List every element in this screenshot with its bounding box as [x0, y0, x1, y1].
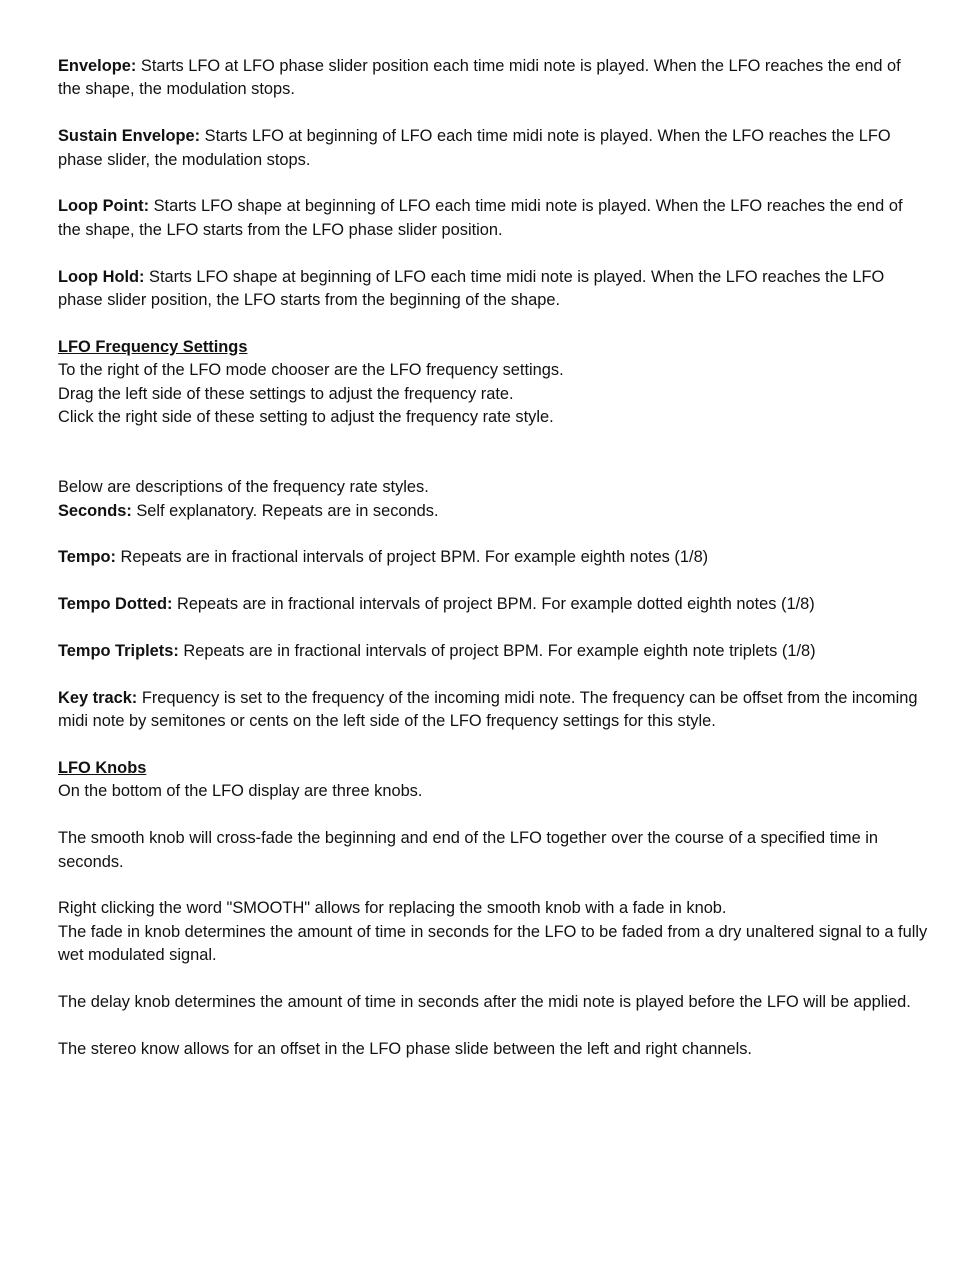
tempo-dotted-paragraph — [58, 593, 928, 616]
envelope-term: Envelope: — [58, 57, 137, 75]
frequency-settings-line: Click the right side of these setting to adjust the frequency rate style. — [58, 408, 554, 427]
envelope-paragraph — [58, 55, 928, 102]
tempo-term: Tempo: — [58, 548, 116, 567]
knobs-heading: LFO Knobs — [58, 759, 147, 778]
seconds-term: Seconds: — [58, 501, 132, 520]
fade-in-knob-paragraph: The fade in knob determines the amount of time in seconds for the LFO to be faded from a dry unaltered signal to a fully wet modulated signal. — [58, 922, 928, 965]
sustain-envelope-term: Sustain Envelope: — [58, 127, 201, 146]
frequency-settings-line: Drag the left side of these settings to adjust the frequency rate. — [58, 384, 514, 403]
right-click-paragraph: Right clicking the word "SMOOTH" allows for replacing the smooth knob with a fade in knob. — [58, 899, 727, 918]
sustain-envelope-text: Starts LFO at beginning of LFO each time midi note is played. When the LFO reaches the LFO phase slider, the modulation stops. — [58, 127, 891, 169]
rate-styles-intro: Below are descriptions of the frequency rate styles. — [58, 478, 429, 497]
tempo-dotted-text: Repeats are in fractional intervals of project BPM. For example dotted eighth notes (1/8) — [172, 595, 815, 614]
loop-point-text: Starts LFO shape at beginning of LFO each time midi note is played. When the LFO reaches the end of the shape, the LFO starts from the LFO phase slider position. — [58, 197, 903, 239]
stereo-knob-paragraph: The stereo know allows for an offset in the LFO phase slide between the left and right channels. — [58, 1039, 752, 1058]
sustain-envelope-paragraph — [58, 125, 928, 172]
seconds-text: Self explanatory. Repeats are in seconds. — [131, 501, 439, 520]
seconds-paragraph — [58, 500, 928, 523]
loop-hold-term: Loop Hold: — [58, 267, 145, 286]
frequency-settings-heading: LFO Frequency Settings — [58, 337, 248, 356]
tempo-dotted-term: Tempo Dotted: — [58, 595, 173, 614]
tempo-text: Repeats are in fractional intervals of project BPM. For example eighth notes (1/8) — [115, 548, 709, 567]
loop-point-term: Loop Point: — [58, 197, 150, 216]
loop-hold-paragraph — [58, 266, 928, 313]
key-track-text: Frequency is set to the frequency of the incoming midi note. The frequency can be offset from the incoming midi note by semitones or cents on the left side of the LFO frequency settings for this style. — [58, 688, 918, 731]
knobs-intro: On the bottom of the LFO display are three knobs. — [58, 782, 423, 801]
envelope-text: Starts LFO at LFO phase slider position each time midi note is played. When the LFO reaches the end of the shape, the modulation stops. — [58, 57, 901, 99]
tempo-paragraph — [58, 546, 928, 569]
delay-knob-paragraph: The delay knob determines the amount of time in seconds after the midi note is played before the LFO will be applied. — [58, 993, 911, 1012]
tempo-triplets-paragraph — [58, 640, 928, 663]
frequency-settings-line: To the right of the LFO mode chooser are the LFO frequency settings. — [58, 361, 564, 380]
loop-hold-text: Starts LFO shape at beginning of LFO each time midi note is played. When the LFO reaches the LFO phase slider position, the LFO starts from the beginning of the shape. — [58, 267, 885, 310]
tempo-triplets-term: Tempo Triplets: — [58, 642, 179, 661]
key-track-term: Key track: — [58, 688, 138, 707]
smooth-knob-paragraph: The smooth knob will cross-fade the beginning and end of the LFO together over the course of a specified time in seconds. — [58, 829, 879, 871]
loop-point-paragraph — [58, 195, 928, 242]
tempo-triplets-text: Repeats are in fractional intervals of project BPM. For example eighth note triplets (1/8) — [178, 642, 816, 661]
key-track-paragraph — [58, 687, 928, 734]
